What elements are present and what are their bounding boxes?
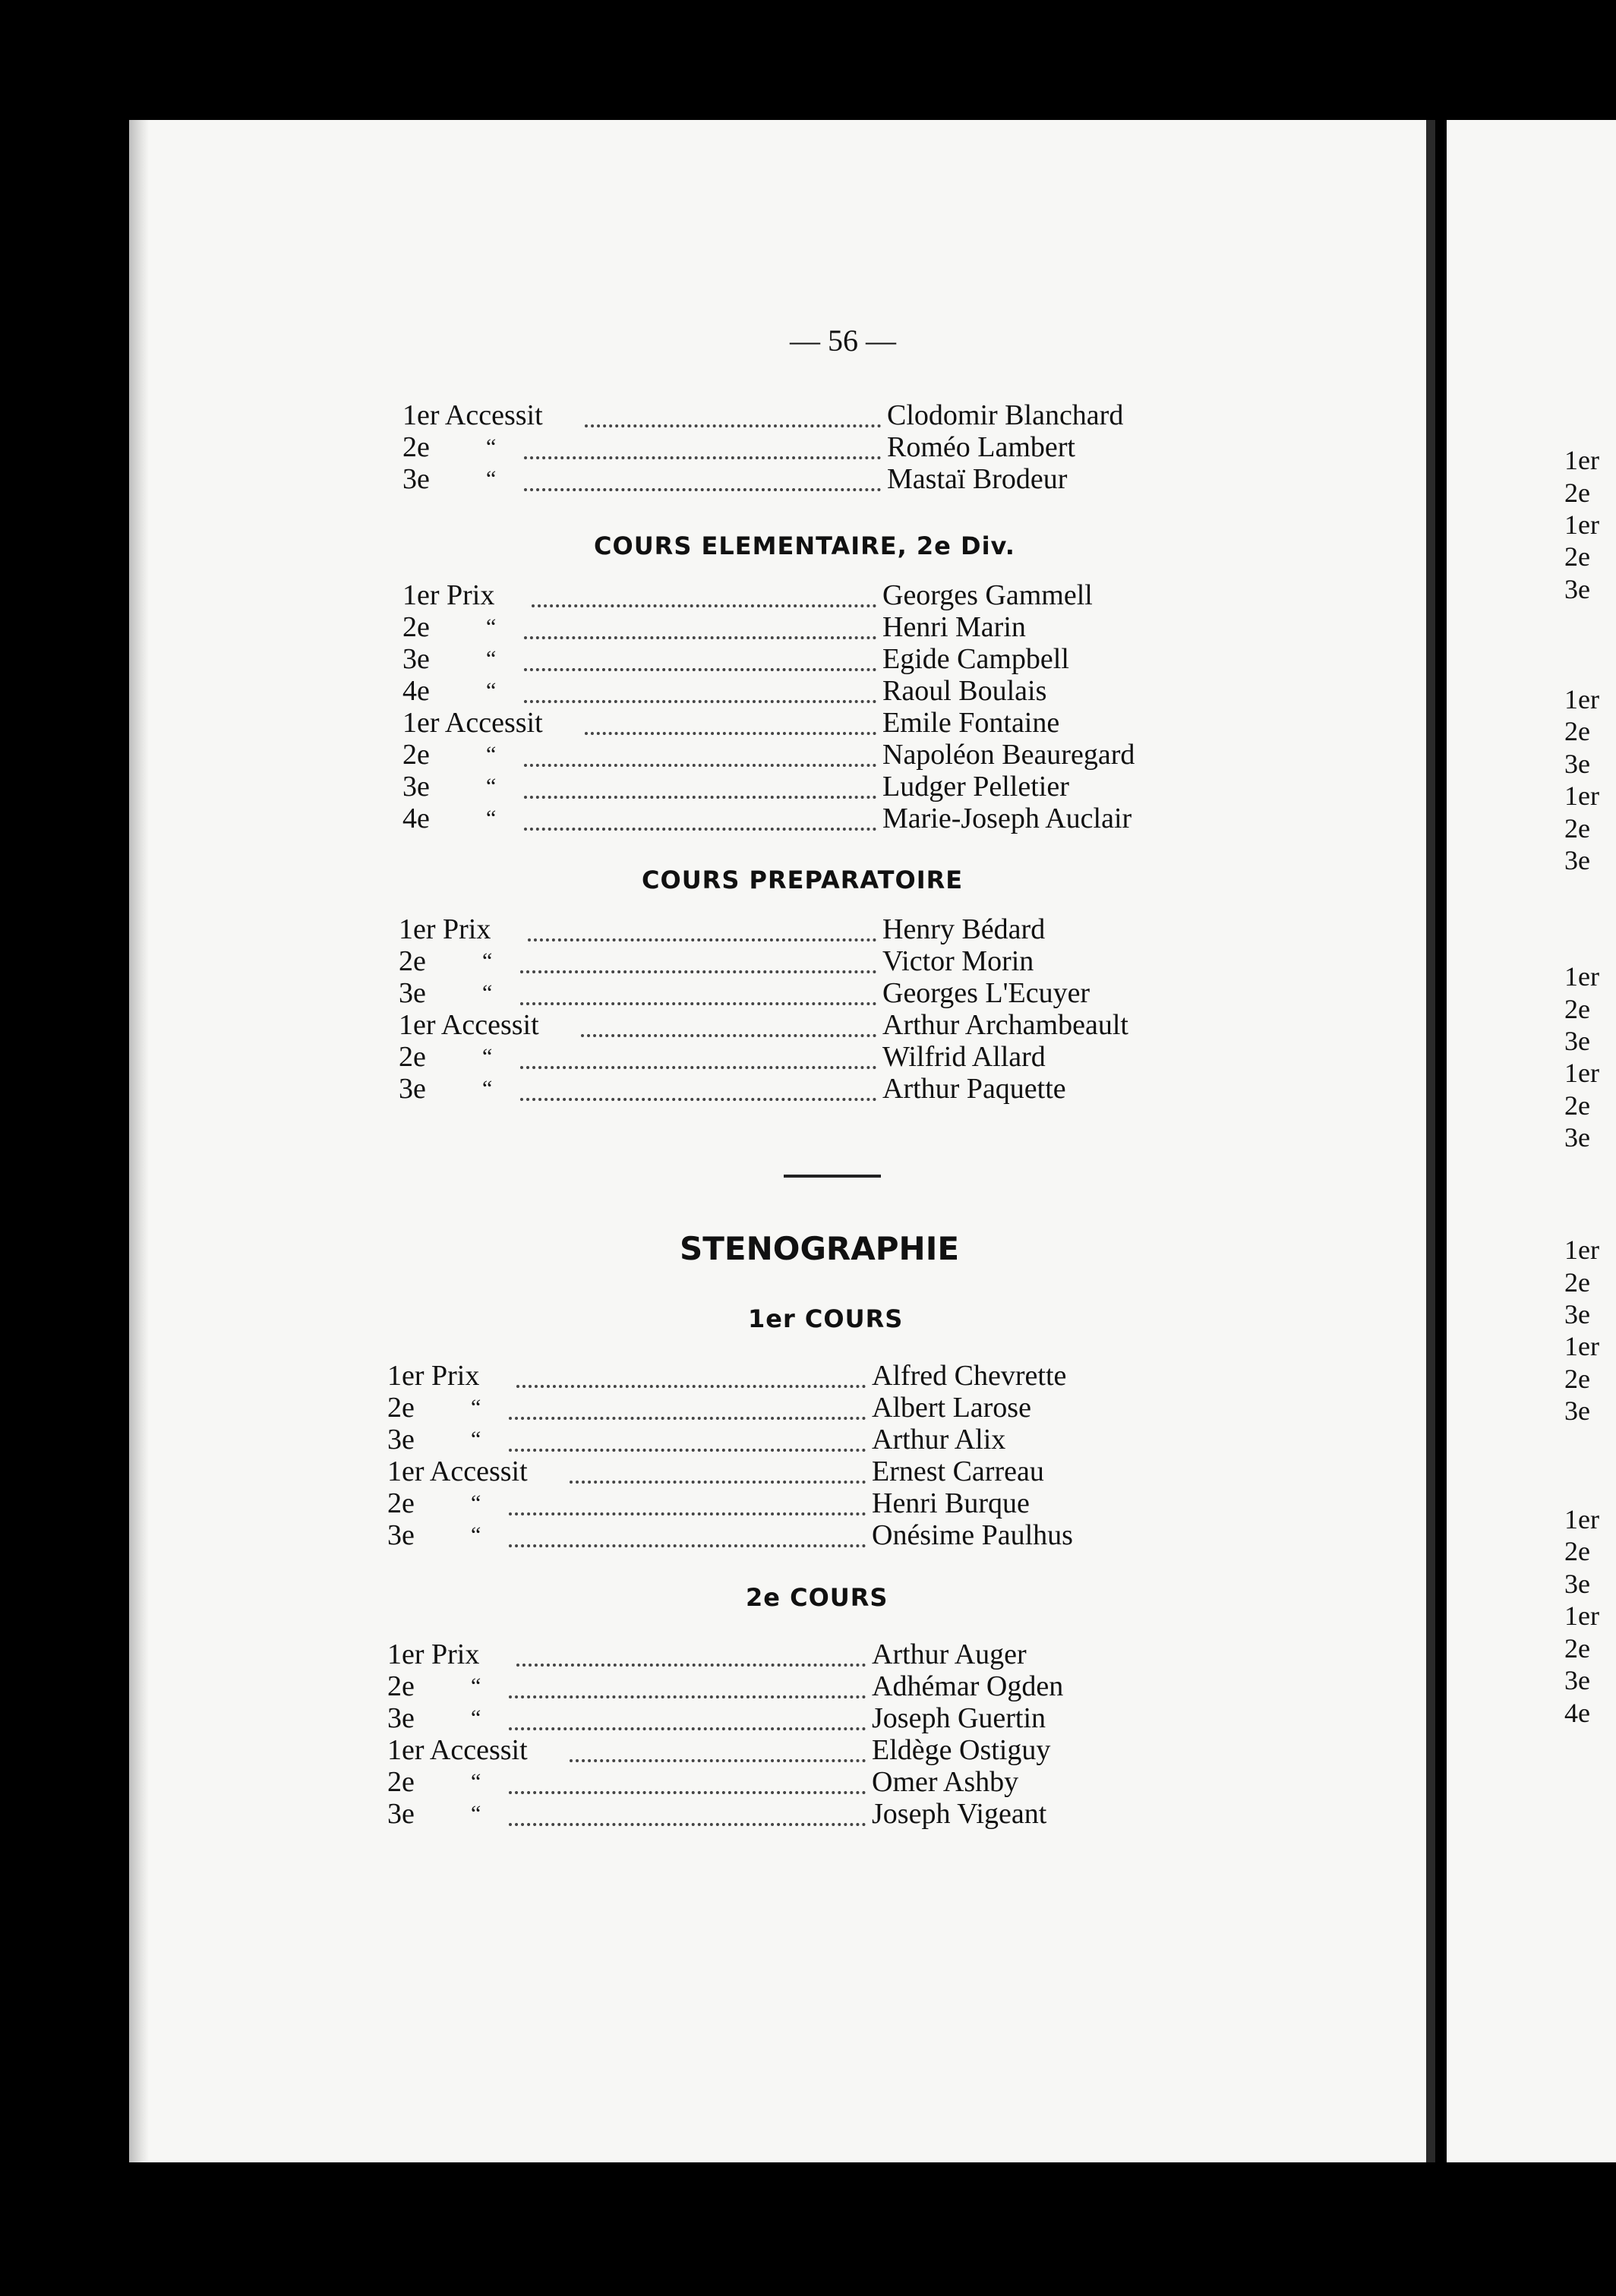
ditto-mark: “: [486, 646, 497, 671]
dot-leader: [585, 424, 881, 427]
prize-entry: [387, 1455, 1198, 1488]
dot-leader: [532, 604, 876, 607]
right-page-rank-fragment: 3e: [1564, 1396, 1590, 1426]
prize-winner-name: Marie-Joseph Auclair: [882, 803, 1132, 834]
prize-entry: [387, 1797, 1198, 1831]
prize-entry: [387, 1733, 1198, 1767]
prize-rank: 1er Accessit: [399, 1009, 539, 1041]
prize-entry: [387, 1638, 1198, 1671]
dot-leader: [516, 1385, 866, 1388]
prize-winner-name: Victor Morin: [882, 945, 1034, 977]
right-page-rank-fragment: 1er: [1564, 1331, 1599, 1361]
right-page-rank-fragment: 2e: [1564, 1536, 1590, 1566]
dot-leader: [509, 1791, 866, 1794]
book-gutter: [1426, 120, 1435, 2162]
prize-rank: 1er Prix: [402, 579, 495, 611]
prize-entry: [399, 976, 1209, 1010]
prize-entry: [387, 1359, 1198, 1392]
right-page-rank-fragment: 1er: [1564, 509, 1599, 540]
prize-entry: [387, 1670, 1198, 1703]
dot-leader: [524, 796, 876, 799]
dot-leader: [509, 1417, 866, 1420]
dot-leader: [524, 700, 876, 703]
right-page-rank-fragment: 3e: [1564, 845, 1590, 875]
prize-rank: 2e: [402, 431, 430, 463]
prize-winner-name: Mastaï Brodeur: [887, 463, 1068, 495]
page-number: — 56 —: [790, 323, 896, 358]
prize-winner-name: Henry Bédard: [882, 913, 1046, 945]
prize-winner-name: Arthur Auger: [872, 1638, 1027, 1670]
prize-winner-name: Eldège Ostiguy: [872, 1734, 1051, 1766]
prize-rank: 3e: [387, 1702, 415, 1734]
ditto-mark: “: [482, 948, 493, 973]
prize-rank: 1er Accessit: [402, 399, 543, 431]
right-page-rank-fragment: 3e: [1564, 749, 1590, 779]
prize-winner-name: Alfred Chevrette: [872, 1360, 1067, 1392]
prize-winner-name: Arthur Paquette: [882, 1073, 1066, 1105]
prize-rank: 3e: [399, 977, 426, 1009]
prize-rank: 2e: [387, 1487, 415, 1519]
prize-winner-name: Georges Gammell: [882, 579, 1093, 611]
ditto-mark: “: [486, 774, 497, 799]
prize-rank: 1er Accessit: [387, 1456, 528, 1487]
right-page-rank-fragment: 3e: [1564, 1299, 1590, 1329]
dot-leader: [520, 1098, 876, 1101]
prize-entry: [399, 913, 1209, 946]
prize-entry: [387, 1765, 1198, 1799]
prize-entry: [402, 706, 1209, 740]
right-page-rank-fragment: 3e: [1564, 1122, 1590, 1153]
dot-leader: [509, 1449, 866, 1452]
prize-winner-name: Ernest Carreau: [872, 1456, 1044, 1487]
right-page-rank-fragment: 2e: [1564, 1633, 1590, 1664]
ditto-mark: “: [471, 1395, 481, 1420]
prize-rank: 2e: [402, 611, 430, 643]
ditto-mark: “: [471, 1705, 481, 1730]
dot-leader: [516, 1664, 866, 1667]
ditto-mark: “: [471, 1490, 481, 1515]
prize-entry: [402, 430, 1214, 464]
section-heading: COURS PREPARATOIRE: [642, 866, 964, 894]
ditto-mark: “: [486, 466, 497, 491]
right-page-rank-fragment: 1er: [1564, 684, 1599, 714]
right-page-rank-fragment: 4e: [1564, 1698, 1590, 1728]
prize-rank: 1er Accessit: [387, 1734, 528, 1766]
ditto-mark: “: [482, 1076, 493, 1101]
dot-leader: [509, 1695, 866, 1698]
prize-winner-name: Joseph Vigeant: [872, 1798, 1047, 1830]
prize-rank: 3e: [402, 771, 430, 803]
course-heading: 2e COURS: [746, 1583, 888, 1612]
prize-winner-name: Adhémar Ogden: [872, 1670, 1064, 1702]
right-page-rank-fragment: 1er: [1564, 781, 1599, 811]
prize-winner-name: Arthur Archambeault: [882, 1009, 1128, 1041]
prize-rank: 4e: [402, 675, 430, 707]
prize-entry: [387, 1487, 1198, 1520]
dot-leader: [509, 1727, 866, 1730]
prize-entry: [402, 610, 1209, 644]
prize-rank: 2e: [402, 739, 430, 771]
right-page-rank-fragment: 3e: [1564, 1569, 1590, 1599]
prize-winner-name: Onésime Paulhus: [872, 1519, 1073, 1551]
prize-entry: [399, 1008, 1209, 1042]
dot-leader: [570, 1759, 866, 1762]
ditto-mark: “: [471, 1673, 481, 1698]
right-page-rank-fragment: 1er: [1564, 1504, 1599, 1534]
dot-leader: [528, 938, 876, 941]
prize-entry: [402, 674, 1209, 708]
ditto-mark: “: [486, 614, 497, 639]
prize-entry: [387, 1702, 1198, 1735]
prize-entry: [399, 1040, 1209, 1074]
ditto-mark: “: [482, 980, 493, 1005]
ditto-mark: “: [486, 806, 497, 831]
right-page-rank-fragment: 1er: [1564, 1058, 1599, 1088]
prize-entry: [387, 1423, 1198, 1456]
prize-rank: 1er Prix: [399, 913, 491, 945]
right-page-rank-fragment: 1er: [1564, 1235, 1599, 1265]
ditto-mark: “: [471, 1427, 481, 1452]
prize-winner-name: Egide Campbell: [882, 643, 1069, 675]
dot-leader: [570, 1481, 866, 1484]
right-page-rank-fragment: 2e: [1564, 1090, 1590, 1121]
right-page-rank-fragment: 3e: [1564, 1026, 1590, 1056]
prize-entry: [402, 642, 1209, 676]
prize-winner-name: Georges L'Ecuyer: [882, 977, 1090, 1009]
prize-winner-name: Ludger Pelletier: [882, 771, 1069, 803]
stenographie-title: STENOGRAPHIE: [680, 1230, 960, 1267]
prize-winner-name: Emile Fontaine: [882, 707, 1060, 739]
prize-rank: 1er Accessit: [402, 707, 543, 739]
prize-winner-name: Arthur Alix: [872, 1424, 1006, 1456]
prize-winner-name: Omer Ashby: [872, 1766, 1019, 1798]
dot-leader: [581, 1034, 876, 1037]
prize-winner-name: Albert Larose: [872, 1392, 1031, 1424]
prize-rank: 3e: [402, 643, 430, 675]
dot-leader: [524, 636, 876, 639]
prize-winner-name: Joseph Guertin: [872, 1702, 1046, 1734]
dot-leader: [509, 1544, 866, 1547]
prize-rank: 2e: [387, 1766, 415, 1798]
prize-entry: [399, 945, 1209, 978]
course-heading: 1er COURS: [748, 1304, 904, 1333]
prize-rank: 2e: [387, 1392, 415, 1424]
dot-leader: [585, 732, 876, 735]
right-page-rank-fragment: 1er: [1564, 961, 1599, 992]
right-page-rank-fragment: 2e: [1564, 994, 1590, 1024]
prize-winner-name: Napoléon Beauregard: [882, 739, 1135, 771]
prize-rank: 2e: [399, 1041, 426, 1073]
ditto-mark: “: [486, 434, 497, 459]
prize-winner-name: Henri Burque: [872, 1487, 1030, 1519]
prize-winner-name: Henri Marin: [882, 611, 1026, 643]
prize-entry: [387, 1391, 1198, 1424]
prize-rank: 1er Prix: [387, 1360, 480, 1392]
prize-winner-name: Clodomir Blanchard: [887, 399, 1124, 431]
dot-leader: [524, 668, 876, 671]
prize-entry: [399, 1072, 1209, 1105]
dot-leader: [520, 1002, 876, 1005]
prize-rank: 3e: [399, 1073, 426, 1105]
prize-rank: 4e: [402, 803, 430, 834]
ditto-mark: “: [471, 1769, 481, 1794]
dot-leader: [509, 1823, 866, 1826]
right-page-rank-fragment: 2e: [1564, 478, 1590, 508]
right-page-rank-fragment: 1er: [1564, 1601, 1599, 1631]
right-page-rank-fragment: 1er: [1564, 445, 1599, 475]
prize-winner-name: Raoul Boulais: [882, 675, 1047, 707]
ditto-mark: “: [471, 1801, 481, 1826]
prize-rank: 3e: [387, 1519, 415, 1551]
dot-leader: [520, 1066, 876, 1069]
section-divider: [784, 1175, 881, 1178]
prize-winner-name: Roméo Lambert: [887, 431, 1075, 463]
prize-rank: 2e: [399, 945, 426, 977]
prize-rank: 1er Prix: [387, 1638, 480, 1670]
right-page-rank-fragment: 2e: [1564, 813, 1590, 844]
dot-leader: [524, 828, 876, 831]
dot-leader: [520, 970, 876, 973]
prize-rank: 3e: [387, 1798, 415, 1830]
right-page-rank-fragment: 2e: [1564, 1364, 1590, 1394]
prize-entry: [402, 399, 1214, 432]
prize-entry: [402, 770, 1209, 803]
prize-rank: 3e: [402, 463, 430, 495]
prize-entry: [402, 462, 1214, 496]
right-page-rank-fragment: 3e: [1564, 1665, 1590, 1695]
page-binding-edge: [129, 120, 149, 2162]
dot-leader: [524, 488, 881, 491]
prize-rank: 3e: [387, 1424, 415, 1456]
right-page-rank-fragment: 2e: [1564, 541, 1590, 572]
prize-entry: [387, 1519, 1198, 1552]
prize-rank: 2e: [387, 1670, 415, 1702]
ditto-mark: “: [471, 1522, 481, 1547]
right-page-rank-fragment: 2e: [1564, 1267, 1590, 1298]
prize-winner-name: Wilfrid Allard: [882, 1041, 1046, 1073]
right-page-rank-fragment: 3e: [1564, 574, 1590, 604]
prize-entry: [402, 738, 1209, 771]
ditto-mark: “: [482, 1044, 493, 1069]
prize-entry: [402, 802, 1209, 835]
dot-leader: [524, 764, 876, 767]
ditto-mark: “: [486, 678, 497, 703]
dot-leader: [509, 1512, 866, 1515]
right-page-rank-fragment: 2e: [1564, 716, 1590, 746]
dot-leader: [524, 456, 881, 459]
section-heading: COURS ELEMENTAIRE, 2e Div.: [594, 531, 1015, 560]
ditto-mark: “: [486, 742, 497, 767]
prize-entry: [402, 579, 1209, 612]
